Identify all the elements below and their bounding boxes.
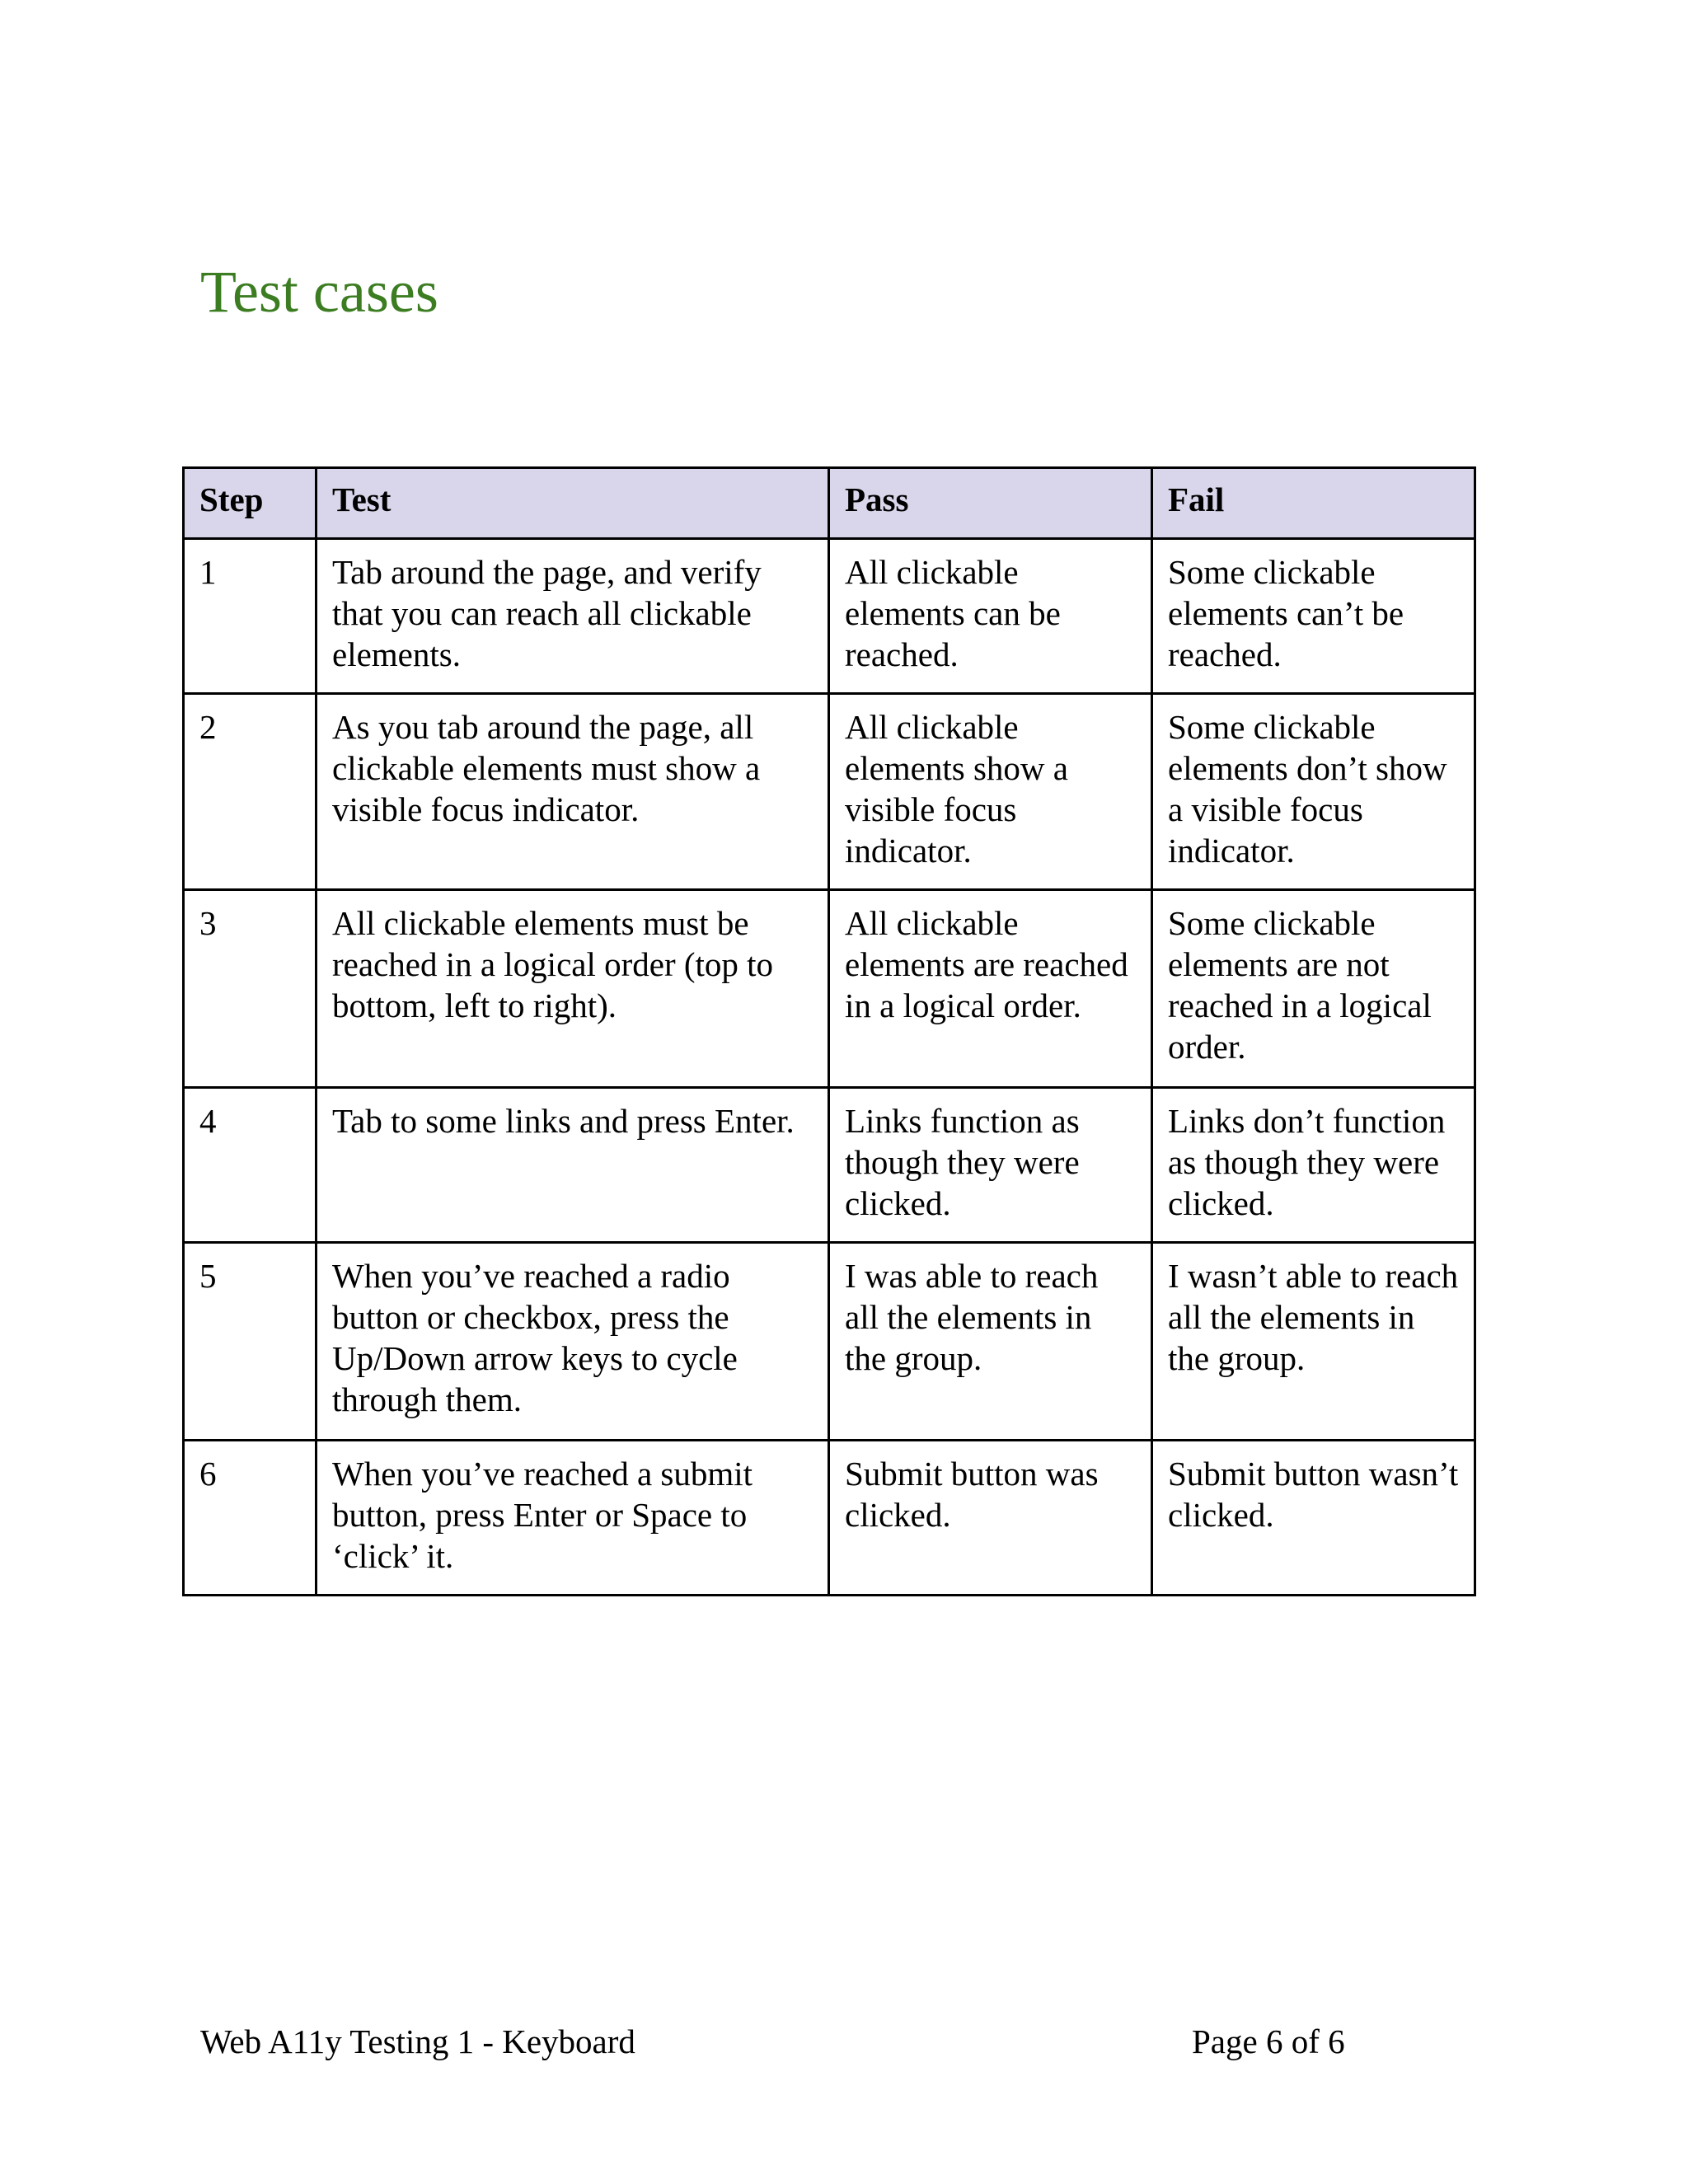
pass-cell: All clickable elements are reached in a logical order. xyxy=(829,890,1152,1088)
table-header-row xyxy=(184,468,1475,539)
step-cell: 2 xyxy=(184,694,316,890)
header-pass: Pass xyxy=(829,468,1152,539)
table-row xyxy=(184,1441,1475,1596)
test-cell: As you tab around the page, all clickable elements must show a visible focus indicator. xyxy=(316,694,829,890)
header-step: Step xyxy=(184,468,316,539)
table-row xyxy=(184,1243,1475,1441)
page-title: Test cases xyxy=(200,259,438,325)
test-cases-table xyxy=(182,466,1476,1596)
test-cell: When you’ve reached a radio button or checkbox, press the Up/Down arrow keys to cycle through them. xyxy=(316,1243,829,1441)
pass-cell: All clickable elements can be reached. xyxy=(829,539,1152,694)
fail-cell: Submit button wasn’t clicked. xyxy=(1152,1441,1475,1596)
table-row xyxy=(184,694,1475,890)
fail-cell: I wasn’t able to reach all the elements in the group. xyxy=(1152,1243,1475,1441)
header-test: Test xyxy=(316,468,829,539)
fail-cell: Some clickable elements can’t be reached. xyxy=(1152,539,1475,694)
table-row xyxy=(184,539,1475,694)
step-cell: 1 xyxy=(184,539,316,694)
test-cell: Tab to some links and press Enter. xyxy=(316,1088,829,1243)
header-fail: Fail xyxy=(1152,468,1475,539)
pass-cell: I was able to reach all the elements in the group. xyxy=(829,1243,1152,1441)
footer-page-number: Page 6 of 6 xyxy=(1192,2022,1345,2060)
fail-cell: Some clickable elements don’t show a visible focus indicator. xyxy=(1152,694,1475,890)
fail-cell: Links don’t function as though they were clicked. xyxy=(1152,1088,1475,1243)
step-cell: 5 xyxy=(184,1243,316,1441)
table-row xyxy=(184,890,1475,1088)
pass-cell: Links function as though they were clicked. xyxy=(829,1088,1152,1243)
step-cell: 6 xyxy=(184,1441,316,1596)
test-cell: Tab around the page, and verify that you can reach all clickable elements. xyxy=(316,539,829,694)
footer-document-title: Web A11y Testing 1 - Keyboard xyxy=(200,2022,635,2060)
test-cell: All clickable elements must be reached in a logical order (top to bottom, left to right). xyxy=(316,890,829,1088)
pass-cell: All clickable elements show a visible focus indicator. xyxy=(829,694,1152,890)
table-row xyxy=(184,1088,1475,1243)
fail-cell: Some clickable elements are not reached in a logical order. xyxy=(1152,890,1475,1088)
step-cell: 3 xyxy=(184,890,316,1088)
step-cell: 4 xyxy=(184,1088,316,1243)
pass-cell: Submit button was clicked. xyxy=(829,1441,1152,1596)
test-cell: When you’ve reached a submit button, press Enter or Space to ‘click’ it. xyxy=(316,1441,829,1596)
